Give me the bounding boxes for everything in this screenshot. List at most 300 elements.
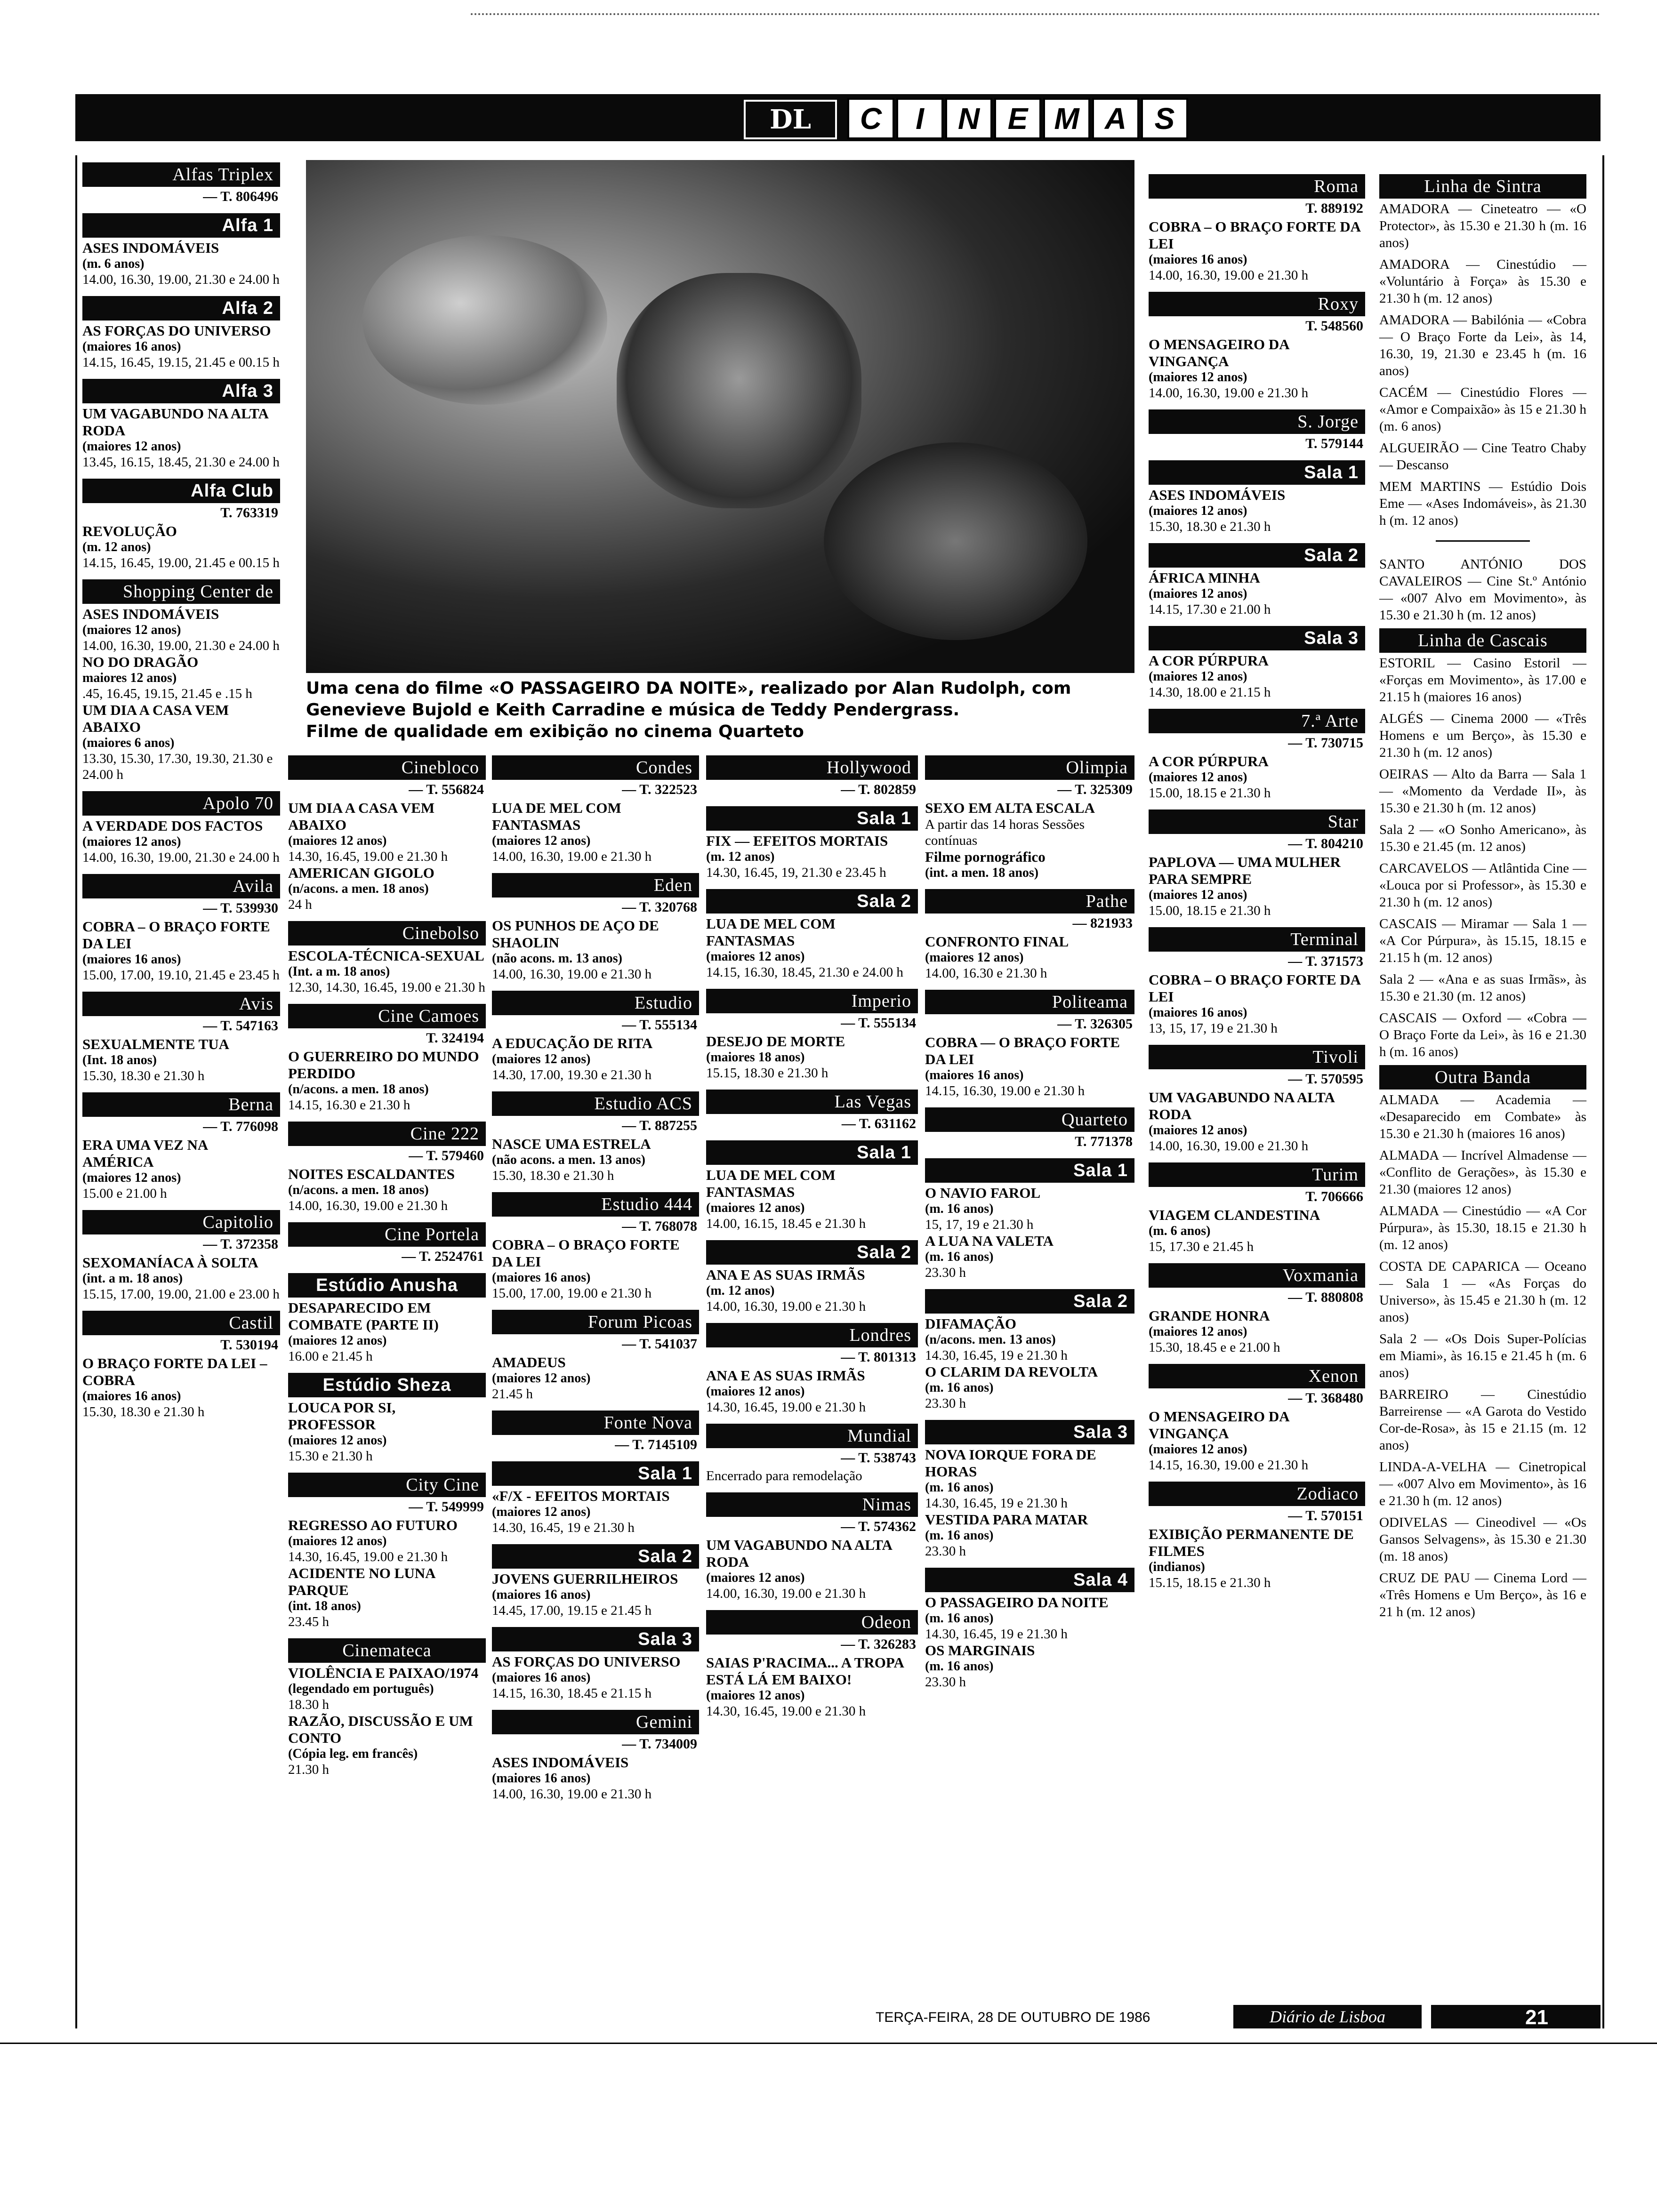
- film-sessions: 14.00, 16.30, 19.00, 21.30 e 24.00 h: [82, 272, 280, 287]
- cinema-name: Sala 3: [492, 1627, 699, 1651]
- title-letter: I: [896, 98, 943, 139]
- film-sessions: 14.30, 16.45, 19.00 e 21.30 h: [706, 1704, 866, 1719]
- cinema-block: [82, 479, 280, 571]
- film-rating: (maiores 12 anos): [1149, 1442, 1247, 1457]
- regional-listing: LINDA-A-VELHA — Cinetropical — «007 Alvo em Movimento», às 16 e 21.30 h (m. 12 anos): [1379, 1459, 1586, 1508]
- cinema-block: [706, 806, 918, 881]
- film-title: AS FORÇAS DO UNIVERSO: [492, 1653, 681, 1670]
- section-masthead: [75, 94, 1601, 141]
- film-rating: (maiores 16 anos): [492, 1670, 591, 1685]
- film-title: GRANDE HONRA: [1149, 1307, 1270, 1324]
- film-sessions: 15.00, 18.15 e 21.30 h: [1149, 785, 1271, 801]
- cinema-phone: — T. 368480: [1288, 1390, 1363, 1406]
- issue-date: TERÇA-FEIRA, 28 DE OUTUBRO DE 1986: [876, 2010, 1150, 2025]
- film-title: ACIDENTE NO LUNA PARQUE: [288, 1565, 435, 1598]
- film-rating: (maiores 12 anos): [706, 1688, 805, 1703]
- cinema-name: Cinemateca: [288, 1638, 486, 1663]
- regional-listing: BARREIRO — Cinestúdio Barreirense — «A Garota do Vestido Cor-de-Rosa», às 15 e 21.15 (m. 12 anos): [1379, 1387, 1586, 1453]
- cinema-name: Sala 2: [492, 1544, 699, 1569]
- film-title: O PASSAGEIRO DA NOITE: [925, 1594, 1109, 1611]
- region-header-cascais: Linha de Cascais: [1379, 628, 1586, 653]
- film-title: ANA E AS SUAS IRMÃS: [706, 1367, 865, 1384]
- cinema-name: Sala 1: [925, 1158, 1134, 1183]
- listing-column-1: [82, 162, 280, 1428]
- film-rating: (maiores 12 anos): [492, 1505, 591, 1519]
- sintra-listings: [1379, 200, 1586, 624]
- title-letter: C: [847, 98, 894, 139]
- cinema-name: Sala 1: [492, 1461, 699, 1486]
- film-rating: (não acons. m. 13 anos): [492, 951, 622, 966]
- film-rating: (maiores 12 anos): [1149, 669, 1247, 684]
- film-rating: (maiores 12 anos): [288, 1433, 387, 1448]
- film-sessions: 14.15, 16.45, 19.00, 21.45 e 00.15 h: [82, 555, 280, 570]
- film-rating: (maiores 12 anos): [1149, 1324, 1247, 1339]
- cinema-name: Shopping Center de Lisboa: [82, 579, 280, 604]
- cascais-listings: [1379, 655, 1586, 1060]
- cinema-phone: — T. 326305: [1057, 1016, 1133, 1032]
- cinema-phone: — T. 570595: [1288, 1071, 1363, 1087]
- listing-column-7: [1379, 174, 1586, 1625]
- listing-column-6: [1149, 174, 1365, 1599]
- film-rating: (m. 16 anos): [925, 1250, 994, 1264]
- page-number: 21: [1525, 2006, 1548, 2029]
- film-rating: (maiores 16 anos): [82, 339, 181, 354]
- cinema-phone: — T. 371573: [1288, 954, 1363, 969]
- film-title: REGRESSO AO FUTURO: [288, 1517, 458, 1533]
- film-sessions: 14.15, 16.30, 18.45 e 21.15 h: [492, 1686, 652, 1701]
- cinema-block: [1149, 1364, 1365, 1473]
- film-title: COBRA – O BRAÇO FORTE DA LEI: [1149, 971, 1360, 1005]
- cinema-name: Hollywood: [706, 755, 918, 780]
- cinema-block: [706, 755, 918, 798]
- paper-logo: DL: [744, 100, 837, 139]
- film-rating: (maiores 12 anos): [82, 1170, 181, 1185]
- title-letter: E: [994, 98, 1041, 139]
- cinema-phone: T. 706666: [1305, 1189, 1363, 1204]
- cinema-block: [492, 1461, 699, 1536]
- film-sessions: 14.00, 16.30, 19.00 e 21.30 h: [1149, 1138, 1309, 1154]
- film-sessions: 14.30, 16.45, 19, 21.30 e 23.45 h: [706, 865, 886, 880]
- film-rating: (maiores 12 anos): [1149, 770, 1247, 785]
- cinema-phone: T. 771378: [1075, 1134, 1133, 1149]
- cinema-block: [925, 990, 1134, 1099]
- film-rating: maiores 12 anos): [82, 671, 177, 685]
- film-sessions: 14.15, 16.30, 19.00 e 21.30 h: [925, 1083, 1085, 1098]
- caption-line: Uma cena do filme «O PASSAGEIRO DA NOITE», realizado por Alan Rudolph, com: [306, 679, 1071, 698]
- film-sessions: 14.30, 16.45, 19 e 21.30 h: [925, 1496, 1068, 1511]
- cinema-block: [82, 874, 280, 983]
- film-title: RAZÃO, DISCUSSÃO E UM CONTO: [288, 1713, 473, 1746]
- film-rating: (m. 16 anos): [925, 1611, 994, 1626]
- film-rating: (maiores 16 anos): [82, 952, 181, 967]
- cinema-name: Xenon: [1149, 1364, 1365, 1388]
- film-title: NASCE UMA ESTRELA: [492, 1136, 651, 1152]
- film-rating: (maiores 16 anos): [1149, 1005, 1247, 1020]
- film-sessions: 14.30, 16.45, 19.00 e 21.30 h: [288, 1549, 448, 1564]
- film-rating: (maiores 16 anos): [492, 1270, 591, 1285]
- film-rating: (maiores 12 anos): [288, 1333, 387, 1348]
- cinema-name: Roma: [1149, 174, 1365, 199]
- cinema-name: Alfa 3: [82, 379, 280, 403]
- film-title: O MENSAGEIRO DA VINGANÇA: [1149, 336, 1289, 369]
- film-sessions: 14.15, 16.30, 19.00 e 21.30 h: [1149, 1458, 1309, 1473]
- film-sessions: 15.15, 18.15 e 21.30 h: [1149, 1575, 1271, 1590]
- cinema-block: [1149, 809, 1365, 919]
- cinema-block: [492, 1710, 699, 1802]
- regional-listing: Sala 2 — «Ana e as suas Irmãs», às 15.30 e 21.30 (m. 12 anos): [1379, 972, 1586, 1004]
- film-title: ERA UMA VEZ NA AMÉRICA: [82, 1137, 208, 1170]
- film-sessions: 14.00, 16.30, 19.00 e 21.30 h: [492, 1787, 652, 1802]
- cinema-phone: T. 763319: [220, 505, 278, 521]
- cinema-block: [1149, 1263, 1365, 1355]
- film-sessions: 14.30, 18.00 e 21.15 h: [1149, 685, 1271, 700]
- cinema-block: [1149, 174, 1365, 283]
- film-sessions: 21.30 h: [288, 1762, 329, 1777]
- cinema-phone: — T. 801313: [841, 1349, 916, 1365]
- cinema-block: [492, 1411, 699, 1453]
- film-title: Filme pornográfico: [925, 849, 1046, 865]
- regional-listing: ALGUEIRÃO — Cine Teatro Chaby — Descanso: [1379, 441, 1586, 473]
- film-rating: (n/acons. a men. 18 anos): [288, 1183, 429, 1197]
- film-rating: (maiores 12 anos): [706, 1384, 805, 1399]
- cinema-block: [1149, 1482, 1365, 1591]
- regional-listing: ALMADA — Academia — «Desaparecido em Combate» às 15.30 e 21.30 h (maiores 16 anos): [1379, 1092, 1586, 1141]
- cinema-name: Sala 3: [925, 1420, 1134, 1444]
- film-title: LUA DE MEL COM FANTASMAS: [706, 915, 836, 949]
- film-title: COBRA – O BRAÇO FORTE DA LEI: [1149, 218, 1360, 252]
- cinema-note: Encerrado para remodelação: [706, 1468, 862, 1483]
- title-letter: A: [1092, 98, 1139, 139]
- film-sessions: 15.00, 17.00, 19.10, 21.45 e 23.45 h: [82, 968, 280, 983]
- cinema-name: Odeon: [706, 1610, 918, 1635]
- cinema-name: Pathe: [925, 889, 1134, 914]
- regional-listing: CASCAIS — Oxford — «Cobra — O Braço Forte da Lei», às 16 e 21.30 h (m. 16 anos): [1379, 1010, 1586, 1059]
- film-title: A EDUCAÇÃO DE RITA: [492, 1035, 653, 1051]
- film-title: COBRA – O BRAÇO FORTE DA LEI: [82, 918, 270, 952]
- cinema-name: Castil: [82, 1311, 280, 1335]
- film-rating: (int. a men. 18 anos): [925, 866, 1039, 880]
- cinema-name: Cinebolso: [288, 921, 486, 946]
- cinema-name: Sala 2: [925, 1289, 1134, 1314]
- film-sessions: 15.15, 17.00, 19.00, 21.00 e 23.00 h: [82, 1287, 280, 1302]
- cinema-name: Zodiaco: [1149, 1482, 1365, 1506]
- cinema-block: [288, 921, 486, 995]
- film-rating: (m. 16 anos): [925, 1380, 994, 1395]
- film-title: SEXUALMENTE TUA: [82, 1036, 230, 1052]
- cinema-phone: — T. 734009: [622, 1736, 697, 1752]
- film-sessions: 15.00, 17.00, 19.00 e 21.30 h: [492, 1286, 652, 1301]
- cinema-phone: — T. 631162: [841, 1116, 916, 1131]
- cinema-name: Terminal: [1149, 927, 1365, 952]
- cinema-block: [82, 1311, 280, 1420]
- cinema-phone: — T. 322523: [622, 782, 697, 797]
- cinema-name: Avis: [82, 992, 280, 1016]
- film-rating: (maiores 12 anos): [706, 1571, 805, 1585]
- film-rating: (int. a m. 18 anos): [82, 1271, 183, 1286]
- film-title: DESEJO DE MORTE: [706, 1033, 845, 1050]
- cinema-phone: — T. 556824: [409, 782, 484, 797]
- film-sessions: 14.30, 16.45, 19 e 21.30 h: [925, 1348, 1068, 1363]
- film-rating: (não acons. a men. 13 anos): [492, 1153, 645, 1167]
- film-title: COBRA — O BRAÇO FORTE DA LEI: [925, 1034, 1120, 1067]
- cinema-block: [925, 889, 1134, 981]
- cinema-name: Roxy: [1149, 292, 1365, 316]
- cinema-block: [1149, 927, 1365, 1036]
- film-sessions: 14.30, 16.45, 19.00 e 21.30 h: [288, 849, 448, 864]
- film-sessions: 14.00, 16.30, 19.00 e 21.30 h: [492, 849, 652, 864]
- cinema-phone: — T. 579460: [409, 1148, 484, 1163]
- cinema-name: Sala 2: [1149, 543, 1365, 568]
- cinema-name: Forum Picoas: [492, 1310, 699, 1334]
- film-rating: (m. 16 anos): [925, 1659, 994, 1674]
- cinema-block: [1149, 709, 1365, 801]
- film-title: VESTIDA PARA MATAR: [925, 1511, 1088, 1528]
- regional-listing: MEM MARTINS — Estúdio Dois Eme — «Ases Indomáveis», às 21.30 h (m. 12 anos): [1379, 479, 1586, 528]
- cinema-block: [492, 991, 699, 1083]
- listing-column-4: [706, 755, 918, 1728]
- film-title: UM DIA A CASA VEM ABAIXO: [82, 702, 229, 735]
- cinema-block: [82, 1210, 280, 1302]
- film-rating: (int. 18 anos): [288, 1599, 361, 1613]
- cinema-block: [288, 1122, 486, 1214]
- film-title: NOVA IORQUE FORA DE HORAS: [925, 1446, 1096, 1480]
- film-title: UM VAGABUNDO NA ALTA RODA: [1149, 1089, 1335, 1122]
- cinema-name: Estúdio Anusha: [288, 1273, 486, 1298]
- film-rating: (m. 6 anos): [1149, 1224, 1211, 1238]
- cinema-name: Estúdio Sheza: [288, 1373, 486, 1397]
- cinema-name: Tivoli: [1149, 1045, 1365, 1069]
- film-title: SEXO EM ALTA ESCALA: [925, 800, 1095, 816]
- cinema-phone: T. 579144: [1305, 436, 1363, 451]
- film-title: AMADEUS: [492, 1354, 566, 1370]
- cinema-name: Capitolio: [82, 1210, 280, 1234]
- cinema-name: Alfa Club: [82, 479, 280, 503]
- film-sessions: 15.30, 18.30 e 21.30 h: [82, 1404, 205, 1419]
- film-title: SEXOMANÍACA À SOLTA: [82, 1254, 258, 1271]
- cinema-name: Sala 2: [706, 889, 918, 914]
- cinema-name: Alfa 2: [82, 296, 280, 321]
- cinema-phone: T. 548560: [1305, 318, 1363, 334]
- film-rating: (maiores 12 anos): [82, 623, 181, 637]
- film-title: UM DIA A CASA VEM ABAIXO: [288, 800, 435, 833]
- film-title: ASES INDOMÁVEIS: [1149, 487, 1286, 503]
- film-sessions: 23.30 h: [925, 1265, 966, 1280]
- film-title: A COR PÚRPURA: [1149, 652, 1269, 669]
- cinema-block: [492, 1544, 699, 1619]
- film-title: A COR PÚRPURA: [1149, 753, 1269, 769]
- regional-listing: OEIRAS — Alto da Barra — Sala 1 — «Momento da Verdade II», às 15.30 e 21.30 h (m. 12 anos): [1379, 767, 1586, 816]
- cinema-block: [1149, 1045, 1365, 1154]
- film-sessions: 14.15, 16.45, 19.15, 21.45 e 00.15 h: [82, 355, 280, 370]
- film-sessions: 14.00, 16.30, 19.00 e 21.30 h: [1149, 268, 1309, 283]
- film-sessions: 15.15, 18.30 e 21.30 h: [706, 1066, 828, 1081]
- film-sessions: 15.30, 18.45 e e 21.00 h: [1149, 1340, 1280, 1355]
- film-rating: (maiores 16 anos): [925, 1068, 1024, 1082]
- film-sessions: 14.30, 17.00, 19.30 e 21.30 h: [492, 1067, 652, 1082]
- title-letter: N: [945, 98, 992, 139]
- cinema-block: [82, 379, 280, 470]
- film-title: ASES INDOMÁVEIS: [492, 1754, 629, 1771]
- cinema-name: Cine 222: [288, 1122, 486, 1146]
- cinema-name: Politeama: [925, 990, 1134, 1014]
- cinema-block: [492, 1627, 699, 1701]
- film-sessions: 15.30, 18.30 e 21.30 h: [492, 1168, 614, 1183]
- cinema-name: Nimas: [706, 1492, 918, 1517]
- film-rating: (m. 12 anos): [706, 850, 775, 864]
- film-title: ÁFRICA MINHA: [1149, 569, 1260, 586]
- film-sessions: 23.45 h: [288, 1614, 329, 1629]
- cinema-name: City Cine: [288, 1473, 486, 1497]
- film-title: ASES INDOMÁVEIS: [82, 240, 219, 256]
- cinema-block: [288, 1473, 486, 1630]
- film-title: O MENSAGEIRO DA VINGANÇA: [1149, 1408, 1289, 1442]
- regional-listing: ESTORIL — Casino Estoril — «Forças em Movimento», às 17.00 e 21.15 h (maiores 16 anos): [1379, 656, 1586, 705]
- cinema-name: Estudio 444: [492, 1192, 699, 1217]
- paper-name: Diário de Lisboa: [1233, 2005, 1422, 2028]
- film-title: REVOLUÇÃO: [82, 523, 177, 539]
- film-title: ESCOLA-TÉCNICA-SEXUAL: [288, 947, 484, 964]
- regional-listing: AMADORA — Cinestúdio — «Voluntário à Força» às 15.30 e 21.30 h (m. 12 anos): [1379, 257, 1586, 306]
- cinema-phone: — T. 320768: [622, 899, 697, 915]
- photo-caption: [306, 678, 1134, 743]
- cinema-block: [706, 989, 918, 1081]
- cinema-block: [1149, 1162, 1365, 1255]
- film-rating: (maiores 12 anos): [706, 1201, 805, 1215]
- cinema-block: [82, 791, 280, 866]
- film-rating: (maiores 12 anos): [492, 1052, 591, 1066]
- cinema-phone: — T. 574362: [841, 1519, 916, 1534]
- film-rating: (maiores 12 anos): [492, 834, 591, 848]
- film-rating: (m. 16 anos): [925, 1202, 994, 1216]
- film-sessions: 14.15, 17.30 e 21.00 h: [1149, 602, 1271, 617]
- cinema-block: [288, 1638, 486, 1778]
- cinema-block: [492, 1310, 699, 1402]
- cinema-phone: — T. 549999: [409, 1499, 484, 1515]
- cinema-phone: — T. 539930: [203, 900, 278, 916]
- cinema-phone: — T. 806496: [203, 189, 278, 204]
- film-sessions: 14.00, 16.30, 19.00 e 21.30 h: [706, 1586, 866, 1601]
- caption-line: Filme de qualidade em exibição no cinema Quarteto: [306, 722, 804, 741]
- cinema-block: [706, 1610, 918, 1719]
- regional-listing: ALGÉS — Cinema 2000 — «Três Homens e um Berço», às 15.30 e 21.30 h (m. 12 anos): [1379, 711, 1586, 760]
- film-title: UM VAGABUNDO NA ALTA RODA: [82, 405, 268, 439]
- outra-banda-listings: [1379, 1091, 1586, 1620]
- cinema-name: Sala 4: [925, 1568, 1134, 1592]
- film-sessions: 14.00, 16.30, 19.00, 21.30 e 24.00 h: [82, 850, 280, 865]
- cinema-name: Gemini: [492, 1710, 699, 1734]
- cinema-block: [925, 1420, 1134, 1559]
- film-still-photo: [306, 160, 1134, 673]
- cinema-name: Alfa 1: [82, 213, 280, 238]
- film-rating: (maiores 12 anos): [288, 1534, 387, 1548]
- regional-listing: CACÉM — Cinestúdio Flores — «Amor e Compaixão» às 15 e 21.30 h (m. 6 anos): [1379, 385, 1586, 434]
- film-rating: (n/acons. men. 13 anos): [925, 1332, 1056, 1347]
- film-sessions: 23.30 h: [925, 1544, 966, 1559]
- regional-listing: CASCAIS — Miramar — Sala 1 — «A Cor Púrpura», às 15.15, 18.15 e 21.15 h (m. 12 anos): [1379, 916, 1586, 965]
- cinema-name: Berna: [82, 1092, 280, 1117]
- film-title: ASES INDOMÁVEIS: [82, 606, 219, 622]
- cinema-block: [925, 1289, 1134, 1411]
- film-title: NO DO DRAGÃO: [82, 654, 199, 670]
- film-sessions: 16.00 e 21.45 h: [288, 1349, 373, 1364]
- cinema-name: Avila: [82, 874, 280, 898]
- film-rating: (maiores 12 anos): [82, 439, 181, 454]
- cinema-name: Star: [1149, 809, 1365, 834]
- film-rating: (maiores 12 anos): [1149, 370, 1247, 385]
- film-sessions: 14.30, 16.45, 19 e 21.30 h: [925, 1627, 1068, 1642]
- film-sessions: 14.00, 16.15, 18.45 e 21.30 h: [706, 1216, 866, 1231]
- cinema-phone: — T. 538743: [841, 1450, 916, 1466]
- cinema-phone: — T. 326283: [841, 1636, 916, 1652]
- regional-listing: SANTO ANTÓNIO DOS CAVALEIROS — Cine St.º António — «007 Alvo em Movimento», às 15.30 e 21.30 h (m. 12 anos): [1379, 557, 1586, 623]
- cinema-phone: T. 889192: [1305, 200, 1363, 216]
- cinema-phone: — T. 555134: [841, 1015, 916, 1031]
- cinema-name: Olimpia: [925, 755, 1134, 780]
- cinema-name: Condes: [492, 755, 699, 780]
- film-rating: (m. 16 anos): [925, 1480, 994, 1495]
- film-title: OS MARGINAIS: [925, 1642, 1035, 1659]
- cinema-block: [288, 755, 486, 913]
- film-title: AMERICAN GIGOLO: [288, 865, 434, 881]
- cinema-block: [1149, 626, 1365, 700]
- film-rating: (n/acons. a men. 18 anos): [288, 1082, 429, 1097]
- film-sessions: 15, 17.30 e 21.45 h: [1149, 1239, 1254, 1254]
- film-title: O GUERREIRO DO MUNDO PERDIDO: [288, 1048, 479, 1082]
- cinema-name: Sala 3: [1149, 626, 1365, 650]
- film-title: AS FORÇAS DO UNIVERSO: [82, 322, 271, 339]
- cinema-name: Estudio ACS: [492, 1091, 699, 1116]
- film-rating: (m. 12 anos): [82, 540, 151, 554]
- cinema-name: Londres: [706, 1323, 918, 1347]
- film-sessions: 14.30, 16.45, 19 e 21.30 h: [492, 1520, 635, 1535]
- film-sessions: 14.00, 16.30 e 21.30 h: [925, 966, 1047, 981]
- film-title: O BRAÇO FORTE DA LEI – COBRA: [82, 1355, 267, 1388]
- cinema-block: [925, 1568, 1134, 1690]
- film-sessions: 14.00, 16.30, 19.00 e 21.30 h: [1149, 385, 1309, 401]
- cinema-name: Cine Camoes: [288, 1004, 486, 1028]
- film-sessions: 21.45 h: [492, 1387, 533, 1402]
- film-rating: (indianos): [1149, 1560, 1205, 1574]
- cinema-block: [492, 873, 699, 982]
- regional-listing: COSTA DE CAPARICA — Oceano — Sala 1 — «As Forças do Universo», às 15.45 e 21.30 h (m. 12 anos): [1379, 1259, 1586, 1325]
- film-title: A VERDADE DOS FACTOS: [82, 817, 263, 834]
- film-sessions: 12.30, 14.30, 16.45, 19.00 e 21.30 h: [288, 980, 485, 995]
- cinema-block: [706, 1240, 918, 1314]
- cinema-name: Sala 1: [1149, 460, 1365, 485]
- regional-listing: Sala 2 — «O Sonho Americano», às 15.30 e 21.45 (m. 12 anos): [1379, 822, 1586, 854]
- cinema-phone: — 821933: [1072, 915, 1133, 931]
- region-header-outra-banda: Outra Banda: [1379, 1065, 1586, 1090]
- cinema-name: Eden: [492, 873, 699, 898]
- cinema-block: [82, 992, 280, 1084]
- film-sessions: 15.30, 18.30 e 21.30 h: [1149, 519, 1271, 534]
- film-rating: (maiores 12 anos): [706, 949, 805, 964]
- cinema-block: [1149, 460, 1365, 535]
- cinema-phone: — T. 776098: [203, 1119, 278, 1134]
- film-sessions: 24 h: [288, 897, 312, 912]
- top-rule: [471, 13, 1601, 15]
- cinema-block: [925, 1158, 1134, 1281]
- film-rating: (maiores 12 anos): [1149, 888, 1247, 902]
- film-sessions: 15.00 e 21.00 h: [82, 1186, 167, 1201]
- film-sessions: 14.45, 17.00, 19.15 e 21.45 h: [492, 1603, 652, 1618]
- film-sessions: 18.30 h: [288, 1697, 329, 1712]
- cinema-name: Voxmania: [1149, 1263, 1365, 1288]
- film-rating: (maiores 16 anos): [1149, 252, 1247, 267]
- film-title: LUA DE MEL COM FANTASMAS: [492, 800, 621, 833]
- title-letter: M: [1043, 98, 1090, 139]
- cinema-phone: — T. 555134: [622, 1017, 697, 1033]
